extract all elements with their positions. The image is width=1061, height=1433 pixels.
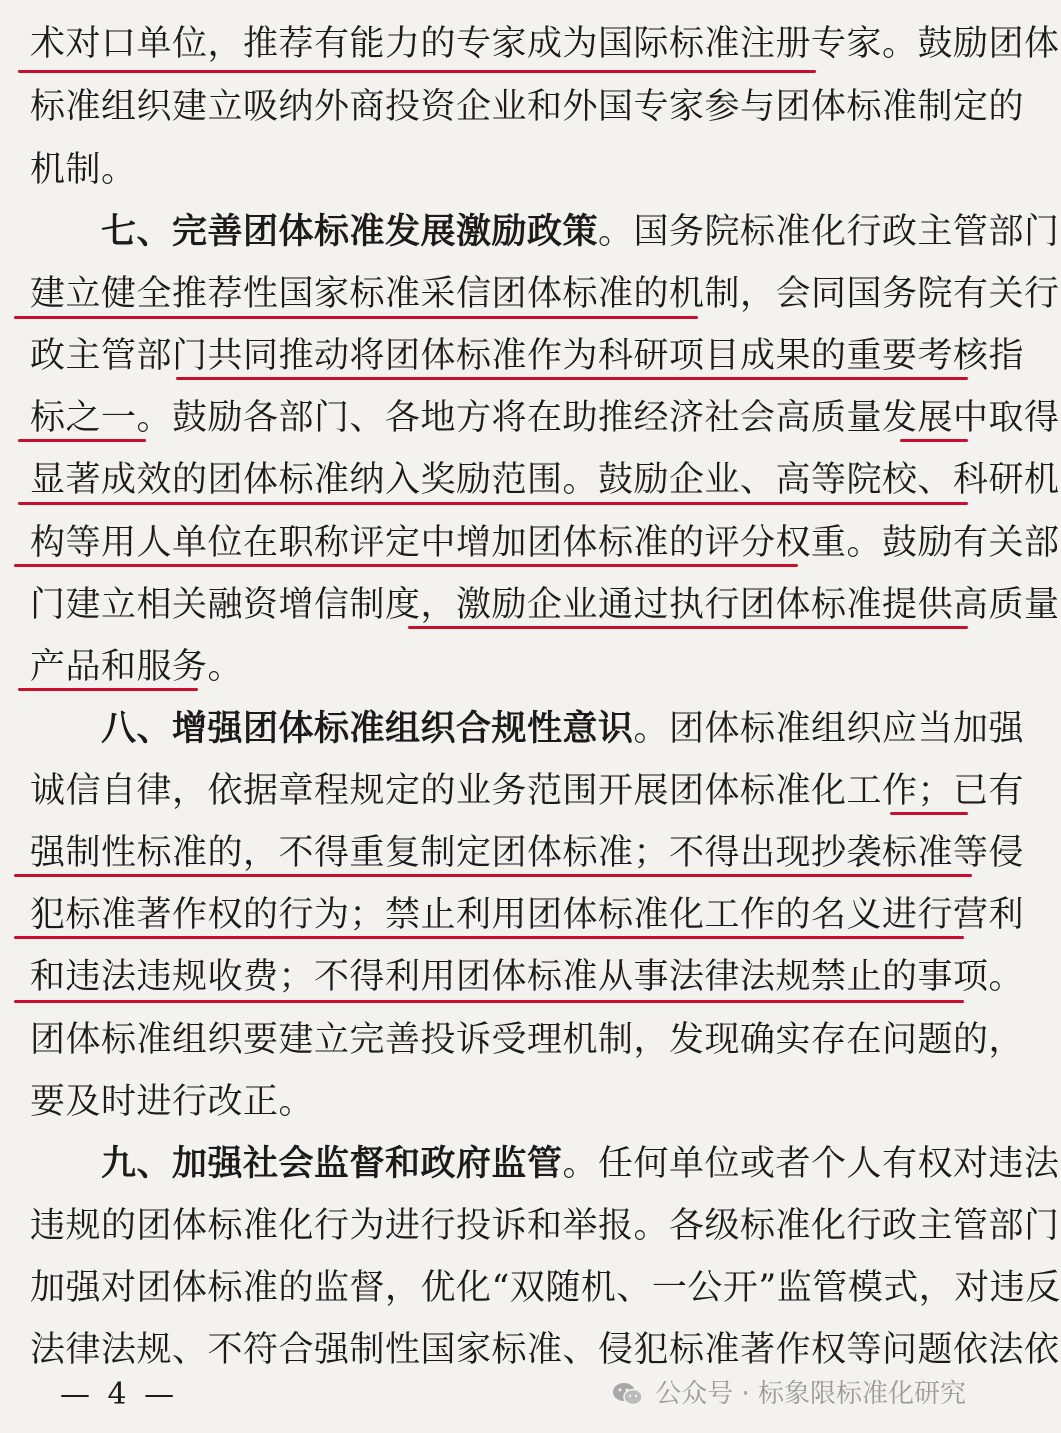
text-segment: 标之一。鼓励各部门、各地方将在助推经济社会高质量发展中取得	[30, 398, 1060, 438]
text-segment: 术对口单位，推荐有能力的专家成为国际标准注册专家。鼓励团体	[30, 24, 1060, 64]
text-line	[30, 396, 1060, 440]
red-underline	[18, 70, 816, 73]
text-line	[30, 458, 1060, 502]
red-underline	[14, 936, 964, 939]
text-line	[30, 769, 1025, 813]
section-heading: 八、增强团体标准组织合规性意识	[30, 708, 634, 749]
red-underline	[14, 316, 698, 319]
red-underline	[18, 439, 146, 442]
text-line	[30, 85, 1025, 129]
text-line	[30, 334, 1025, 378]
text-segment: 。团体标准组织应当加强	[633, 709, 1025, 749]
text-line	[30, 1204, 1060, 1248]
section-heading: 七、完善团体标准发展激励政策	[30, 211, 599, 252]
text-line	[30, 955, 1025, 999]
text-line	[30, 210, 1060, 254]
text-line	[30, 583, 1060, 627]
text-segment: 门建立相关融资增信制度，激励企业通过执行团体标准提供高质量	[30, 585, 1060, 625]
text-line	[30, 521, 1060, 565]
text-line	[30, 1018, 1025, 1062]
red-underline	[18, 688, 198, 691]
wechat-icon	[611, 1380, 645, 1408]
red-underline	[18, 502, 968, 505]
red-underline	[176, 377, 968, 380]
text-segment: 。任何单位或者个人有权对违法	[562, 1144, 1060, 1184]
text-line	[30, 893, 1025, 937]
red-underline	[408, 626, 968, 629]
text-segment: 构等用人单位在职称评定中增加团体标准的评分权重。鼓励有关部	[30, 523, 1060, 563]
text-line	[30, 1328, 1060, 1372]
text-segment: 诚信自律，依据章程规定的业务范围开展团体标准化工作；已有	[30, 771, 1025, 811]
text-line	[30, 707, 1025, 751]
text-line	[30, 645, 970, 689]
text-segment: 要及时进行改正。	[30, 1082, 315, 1122]
text-segment: 强制性标准的，不得重复制定团体标准；不得出现抄袭标准等侵	[30, 833, 1025, 873]
text-segment: 建立健全推荐性国家标准采信团体标准的机制，会同国务院有关行	[30, 274, 1060, 314]
red-underline	[14, 874, 972, 877]
text-line	[30, 1080, 970, 1124]
section-heading: 九、加强社会监督和政府监管	[30, 1143, 563, 1184]
red-underline	[14, 564, 798, 567]
watermark	[611, 1372, 966, 1416]
text-line	[30, 1266, 1061, 1310]
page-number: — 4 —	[60, 1377, 179, 1412]
text-line	[30, 831, 1025, 875]
red-underline	[890, 812, 968, 815]
text-line	[30, 22, 1060, 66]
red-underline	[14, 1000, 964, 1003]
text-segment: 标准组织建立吸纳外商投资企业和外国专家参与团体标准制定的	[30, 87, 1025, 127]
text-segment: 和违法违规收费；不得利用团体标准从事法律法规禁止的事项。	[30, 957, 1025, 997]
text-segment: 。国务院标准化行政主管部门	[598, 212, 1060, 252]
watermark-text: 公众号 · 标象限标准化研究	[655, 1379, 966, 1409]
text-segment: 法律法规、不符合强制性国家标准、侵犯标准著作权等问题依法依	[30, 1330, 1060, 1370]
text-segment: 产品和服务。	[30, 647, 244, 687]
text-segment: 团体标准组织要建立完善投诉受理机制，发现确实存在问题的，	[30, 1020, 1025, 1060]
text-segment: 犯标准著作权的行为；禁止利用团体标准化工作的名义进行营利	[30, 895, 1025, 935]
text-segment: 违规的团体标准化行为进行投诉和举报。各级标准化行政主管部门	[30, 1206, 1060, 1246]
text-line	[30, 148, 970, 192]
text-line	[30, 1142, 1060, 1186]
text-segment: 加强对团体标准的监督，优化“双随机、一公开”监管模式，对违反	[30, 1268, 1061, 1308]
red-underline	[900, 439, 968, 442]
text-segment: 政主管部门共同推动将团体标准作为科研项目成果的重要考核指	[30, 336, 1025, 376]
text-segment: 机制。	[30, 150, 137, 190]
text-segment: 显著成效的团体标准纳入奖励范围。鼓励企业、高等院校、科研机	[30, 460, 1060, 500]
text-line	[30, 272, 1060, 316]
